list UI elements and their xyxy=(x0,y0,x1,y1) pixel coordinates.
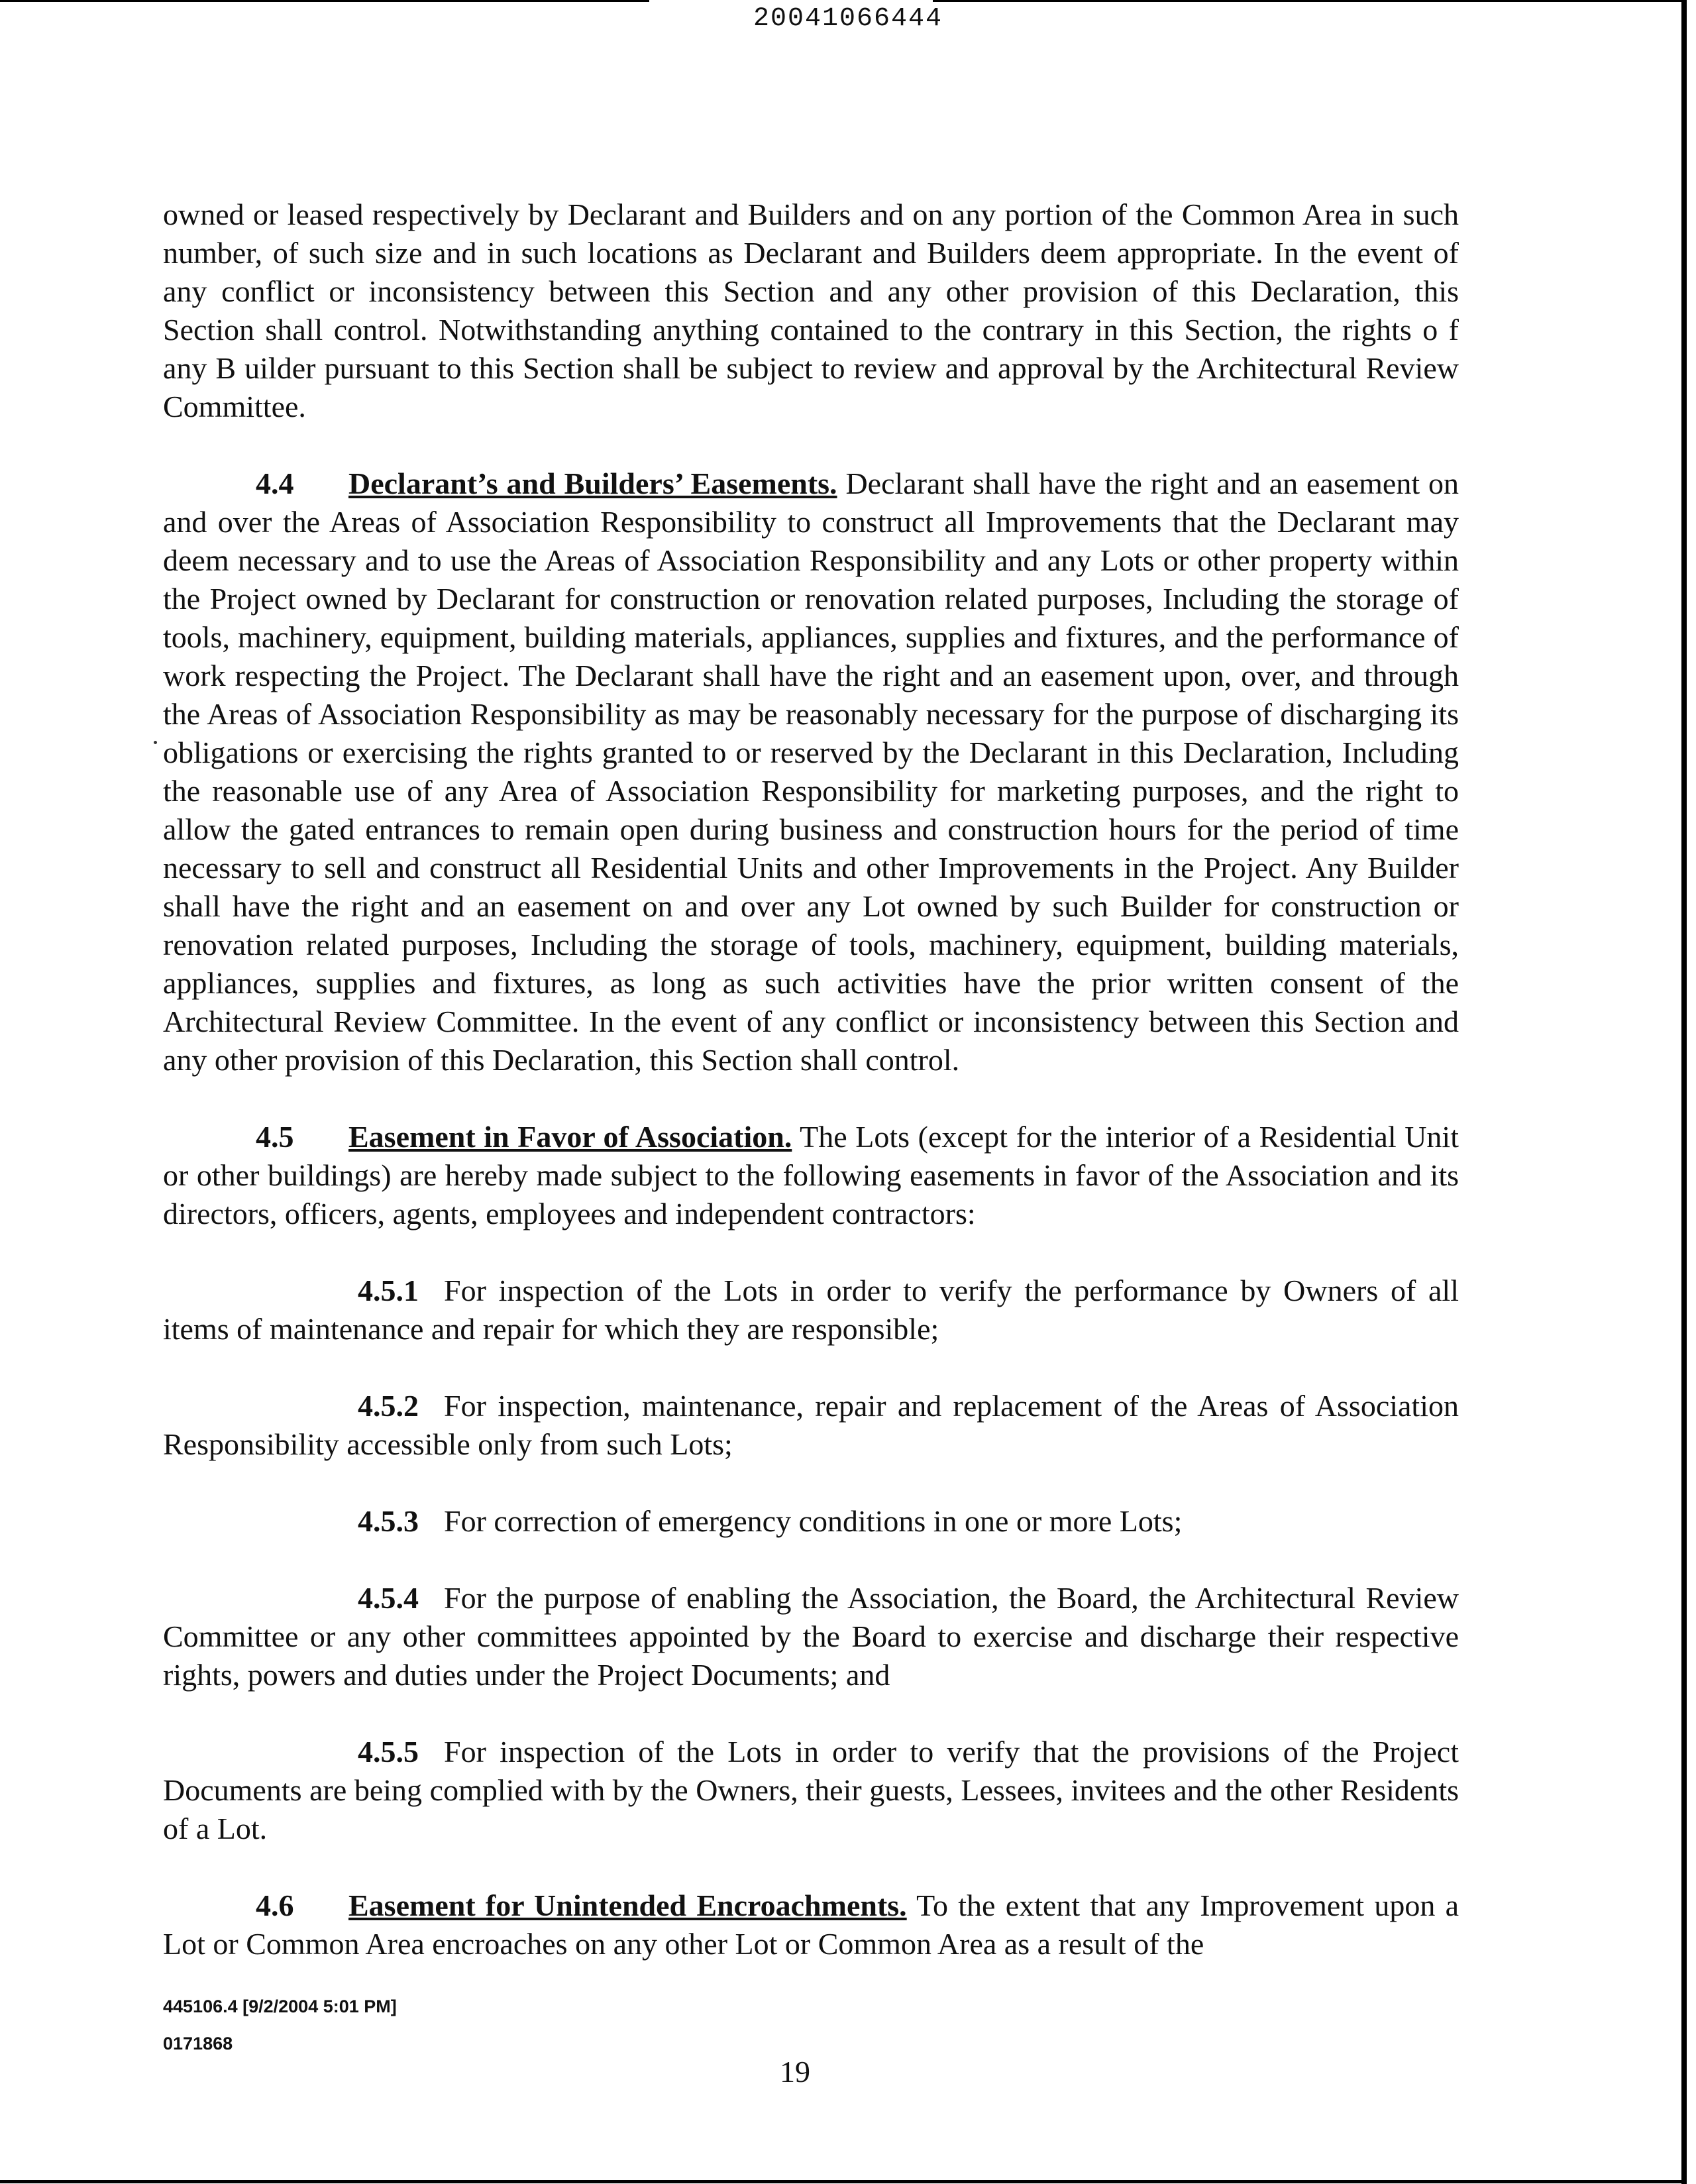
section-number: 4.6 xyxy=(256,1888,294,1922)
section-title: Easement in Favor of Association. xyxy=(348,1120,792,1154)
scan-edge-top xyxy=(933,0,1681,2)
subsection-number: 4.5.5 xyxy=(358,1735,419,1769)
section-title: Declarant’s and Builders’ Easements. xyxy=(348,466,837,500)
subsection-4-5-3 xyxy=(163,1502,1459,1541)
subsection-text: For inspection of the Lots in order to verify the performance by Owners of all items of maintenance and repair for which they are responsible; xyxy=(163,1274,1459,1346)
subsection-number: 4.5.2 xyxy=(358,1389,419,1423)
scan-edge-top xyxy=(0,0,649,2)
subsection-text: For the purpose of enabling the Association, the Board, the Architectural Review Committee or any other committees appointed by the Board to exercise and discharge their respective rights, powers and duties under the Project Documents; and xyxy=(163,1581,1459,1692)
page-number: 19 xyxy=(780,2055,810,2089)
recording-number: 20041066444 xyxy=(753,4,943,34)
section-4-6 xyxy=(163,1886,1459,1963)
section-text: To the extent that any Improvement upon a Lot or Common Area encroaches on any other Lot or Common Area as a result of the xyxy=(163,1888,1459,1961)
scan-edge-bottom xyxy=(0,2180,1687,2183)
subsection-4-5-5 xyxy=(163,1733,1459,1848)
section-number: 4.4 xyxy=(256,466,294,500)
subsection-4-5-2 xyxy=(163,1387,1459,1464)
footer-client-number: 0171868 xyxy=(163,2034,233,2053)
section-title: Easement for Unintended Encroachments. xyxy=(348,1888,907,1922)
subsection-text: For inspection, maintenance, repair and replacement of the Areas of Association Responsibility accessible only from such Lots; xyxy=(163,1389,1459,1461)
subsection-4-5-4 xyxy=(163,1579,1459,1694)
section-text: Declarant shall have the right and an easement on and over the Areas of Association Responsibility to construct all Improvements that the Declarant may deem necessary and to use the Areas of Association Responsibility and any Lots or other property within the Project owned by Declarant for construction or renovation related purposes, Including the storage of tools, machinery, equipment, building materials, appliances, supplies and fixtures, and the performance of work respecting the Project. The Declarant shall have the right and an easement upon, over, and through the Areas of Association Responsibility as may be reasonably necessary for the purpose of discharging its obligations or exercising the rights granted to or reserved by the Declarant in this Declaration, Including the reasonable use of any Area of Association Responsibility for marketing purposes, and the right to allow the gated entrances to remain open during business and construction hours for the period of time necessary to sell and construct all Residential Units and other Improvements in the Project. Any Builder shall have the right and an easement on and over any Lot owned by such Builder for construction or renovation related purposes, Including the storage of tools, machinery, equipment, building materials, appliances, supplies and fixtures, as long as such activities have the prior written consent of the Architectural Review Committee. In the event of any conflict or inconsistency between this Section and any other provision of this Declaration, this Section shall control. xyxy=(163,466,1459,1077)
continuation-paragraph: owned or leased respectively by Declarant and Builders and on any portion of the Common Area in such number, of such size and in such locations as Declarant and Builders deem appropriate. In the event of any conflict or inconsistency between this Section and any other provision of this Declaration, this Section shall control. Notwithstanding anything contained to the contrary in this Section, the rights o f any B uilder pursuant to this Section shall be subject to review and approval by the Architectural Review Committee. xyxy=(163,197,1459,423)
document-body xyxy=(163,195,1459,2002)
section-number: 4.5 xyxy=(256,1120,294,1154)
subsection-number: 4.5.1 xyxy=(358,1274,419,1307)
scan-edge-right xyxy=(1681,0,1687,2184)
subsection-4-5-1 xyxy=(163,1272,1459,1348)
section-text: The Lots (except for the interior of a Residential Unit or other buildings) are hereby made subject to the following easements in favor of the Association and its directors, officers, agents, employees and independent contractors: xyxy=(163,1120,1459,1230)
section-4-4 xyxy=(163,464,1459,1079)
section-4-5 xyxy=(163,1118,1459,1233)
subsection-text: For inspection of the Lots in order to verify that the provisions of the Project Documents are being complied with by the Owners, their guests, Lessees, invitees and the other Residents of a Lot. xyxy=(163,1735,1459,1845)
subsection-number: 4.5.3 xyxy=(358,1504,419,1538)
footer-doc-ref: 445106.4 [9/2/2004 5:01 PM] xyxy=(163,1996,397,2016)
subsection-number: 4.5.4 xyxy=(358,1581,419,1615)
footer xyxy=(163,1988,397,2062)
scan-speck xyxy=(154,741,157,744)
subsection-text: For correction of emergency conditions in one or more Lots; xyxy=(444,1504,1183,1538)
